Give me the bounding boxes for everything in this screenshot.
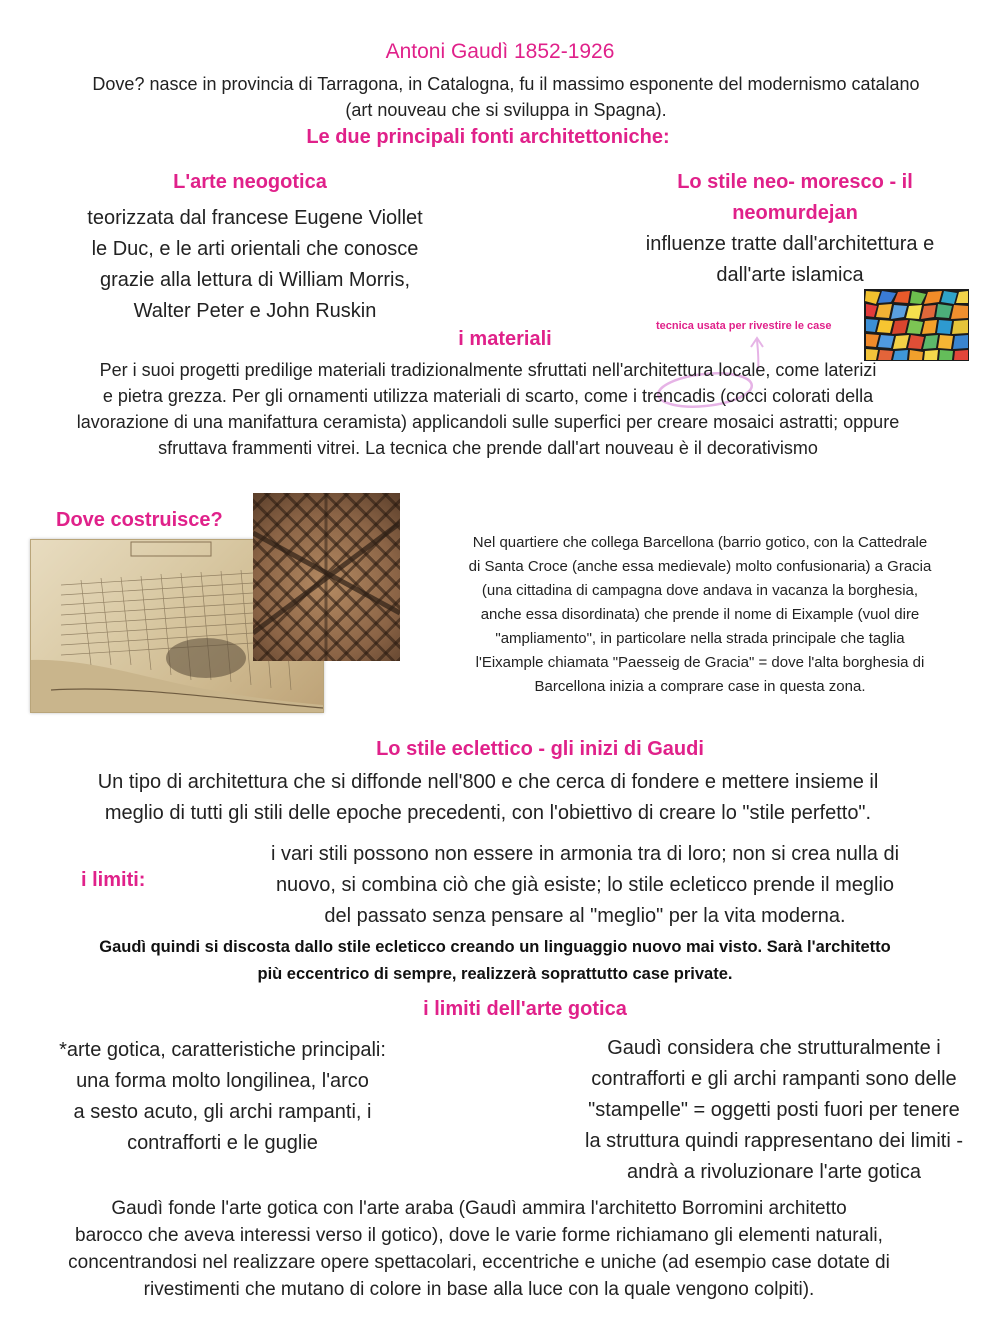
neogothic-text bbox=[40, 203, 470, 327]
where-text bbox=[400, 531, 1000, 699]
neogothic-heading: L'arte neogotica bbox=[173, 171, 327, 193]
sources-heading: Le due principali fonti architettoniche: bbox=[306, 126, 670, 148]
neogothic-line: le Duc, e le arti orientali che conosce bbox=[91, 238, 419, 260]
gaudi-gothic-view-line: "stampelle" = oggetti posti fuori per tenere bbox=[588, 1099, 960, 1121]
gaudi-gothic-view-line: andrà a rivoluzionare l'arte gotica bbox=[627, 1161, 921, 1183]
trencadis-annotation: tecnica usata per rivestire le case bbox=[656, 320, 832, 332]
gaudi-gothic-view-line: contrafforti e gli archi rampanti sono delle bbox=[591, 1068, 957, 1090]
neogothic-line: Walter Peter e John Ruskin bbox=[133, 300, 377, 322]
intro-line: Dove? nasce in provincia di Tarragona, in Catalogna, fu il massimo esponente del modernismo catalano bbox=[92, 74, 920, 94]
gothic-features-line: a sesto acuto, gli archi rampanti, i bbox=[73, 1101, 372, 1123]
intro-paragraph bbox=[0, 71, 1000, 123]
eclectic-line: meglio di tutti gli stili delle epoche precedenti, con l'obiettivo di creare lo "stile perfetto". bbox=[104, 802, 872, 824]
bold-statement-line: Gaudì quindi si discosta dallo stile ecleticco creando un linguaggio nuovo mai visto. Sarà l'architetto bbox=[99, 938, 891, 956]
gaudi-gothic-view-line: la struttura quindi rappresentano dei limiti - bbox=[585, 1130, 963, 1152]
where-line: anche essa disordinata) che prende il nome di Eixample (vuol dire bbox=[480, 606, 920, 623]
materials-line: sfruttava frammenti vitrei. La tecnica che prende dall'art nouveau è il decorativismo bbox=[158, 438, 818, 458]
limits-line: del passato senza pensare al "meglio" per la vita moderna. bbox=[324, 905, 846, 927]
closing-line: concentrandosi nel realizzare opere spettacolari, eccentriche e uniche (ad esempio case dotate di bbox=[68, 1252, 890, 1273]
gothic-features-line: *arte gotica, caratteristiche principali: bbox=[59, 1039, 386, 1061]
bold-statement-line: più eccentrico di sempre, realizzerà soprattutto case private. bbox=[257, 965, 733, 983]
where-line: Barcellona inizia a comprare case in questa zona. bbox=[534, 678, 866, 695]
eclectic-heading: Lo stile eclettico - gli inizi di Gaudi bbox=[376, 738, 704, 760]
gothic-features-text bbox=[0, 1035, 445, 1159]
eclectic-line: Un tipo di architettura che si diffonde nell'800 e che cerca di fondere e mettere insieme il bbox=[97, 771, 879, 793]
closing-paragraph bbox=[0, 1195, 958, 1303]
gaudi-gothic-view-line: Gaudì considera che strutturalmente i bbox=[607, 1037, 941, 1059]
neogothic-line: grazie alla lettura di William Morris, bbox=[99, 269, 411, 291]
moorish-heading bbox=[600, 167, 990, 229]
bold-statement bbox=[0, 934, 990, 988]
where-line: di Santa Croce (anche essa medievale) molto confusionaria) a Gracia bbox=[468, 558, 932, 575]
page-title: Antoni Gaudì 1852-1926 bbox=[385, 40, 615, 63]
closing-line: rivestimenti che mutano di colore in base alla luce con la quale vengono colpiti). bbox=[143, 1279, 815, 1300]
where-line: l'Eixample chiamata "Paesseig de Gracia" = dove l'alta borghesia di bbox=[475, 654, 925, 671]
gothic-limits-heading: i limiti dell'arte gotica bbox=[423, 998, 627, 1020]
materials-line: e pietra grezza. Per gli ornamenti utilizza materiali di scarto, come i trencadis (cocci colorati della bbox=[102, 386, 874, 406]
limits-label: i limiti: bbox=[81, 869, 146, 891]
materials-line: Per i suoi progetti predilige materiali tradizionalmente sfruttati nell'architettura locale, come laterizi bbox=[99, 360, 877, 380]
aerial-eixample-image bbox=[253, 493, 400, 661]
where-line: "ampliamento", in particolare nella strada principale che taglia bbox=[495, 630, 905, 647]
moorish-heading-line: neomurdejan bbox=[732, 202, 858, 224]
trencadis-mosaic-image bbox=[864, 289, 969, 361]
limits-line: i vari stili possono non essere in armonia tra di loro; non si crea nulla di bbox=[270, 843, 900, 865]
gothic-features-line: una forma molto longilinea, l'arco bbox=[76, 1070, 369, 1092]
where-line: Nel quartiere che collega Barcellona (barrio gotico, con la Cattedrale bbox=[472, 534, 928, 551]
limits-text bbox=[190, 839, 980, 932]
where-line: (una cittadina di campagna dove andava in vacanza la borghesia, bbox=[481, 582, 919, 599]
limits-line: nuovo, si combina ciò che già esiste; lo stile ecleticco prende il meglio bbox=[275, 874, 895, 896]
intro-line: (art nouveau che si sviluppa in Spagna). bbox=[345, 100, 667, 120]
gothic-features-line: contrafforti e le guglie bbox=[127, 1132, 318, 1154]
closing-line: Gaudì fonde l'arte gotica con l'arte araba (Gaudì ammira l'architetto Borromini architetto bbox=[111, 1198, 847, 1219]
closing-line: barocco che aveva interessi verso il gotico), dove le varie forme richiamano gli elementi naturali, bbox=[75, 1225, 883, 1246]
neogothic-line: teorizzata dal francese Eugene Viollet bbox=[87, 207, 423, 229]
where-heading: Dove costruisce? bbox=[56, 509, 223, 531]
materials-text bbox=[0, 357, 976, 461]
materials-heading: i materiali bbox=[458, 328, 552, 350]
moorish-text bbox=[590, 229, 990, 291]
materials-line: lavorazione di una manifattura ceramista) applicandoli sulle superfici per creare mosaici astratti; oppure bbox=[76, 412, 900, 432]
moorish-heading-line: Lo stile neo- moresco - il bbox=[677, 171, 913, 193]
moorish-line: influenze tratte dall'architettura e bbox=[645, 233, 935, 255]
gaudi-gothic-view-text bbox=[545, 1033, 1000, 1188]
eclectic-text bbox=[0, 767, 976, 829]
moorish-line: dall'arte islamica bbox=[716, 264, 864, 286]
